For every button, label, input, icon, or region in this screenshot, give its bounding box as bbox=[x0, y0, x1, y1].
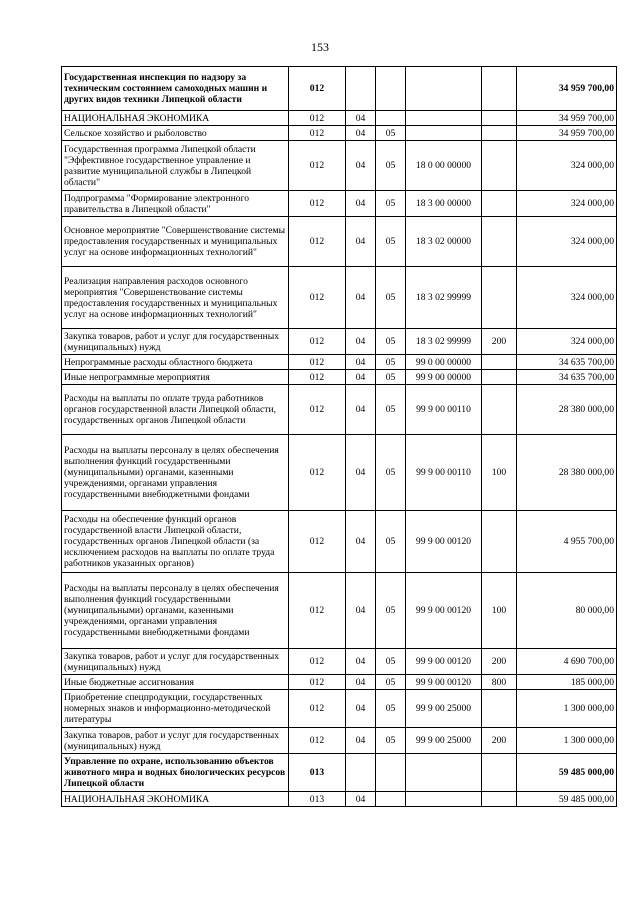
row-target-article bbox=[406, 111, 482, 126]
table-row bbox=[62, 141, 617, 191]
table-body bbox=[62, 67, 617, 807]
row-expense-type: 100 bbox=[482, 435, 517, 511]
row-name: Подпрограмма "Формирование электронного правительства в Липецкой области" bbox=[62, 191, 289, 217]
table-row bbox=[62, 649, 617, 675]
row-name: Иные непрограммные мероприятия bbox=[62, 370, 289, 385]
row-section-code: 04 bbox=[346, 675, 376, 690]
table-row bbox=[62, 675, 617, 690]
table-row bbox=[62, 690, 617, 728]
row-section-code: 04 bbox=[346, 141, 376, 191]
table-row bbox=[62, 754, 617, 792]
row-section-code: 04 bbox=[346, 267, 376, 329]
row-target-article: 18 0 00 00000 bbox=[406, 141, 482, 191]
row-ministry-code: 012 bbox=[289, 690, 346, 728]
row-section-code: 04 bbox=[346, 126, 376, 141]
row-subsection-code: 05 bbox=[376, 126, 406, 141]
row-section-code: 04 bbox=[346, 435, 376, 511]
row-section-code: 04 bbox=[346, 191, 376, 217]
row-name: Закупка товаров, работ и услуг для государственных (муниципальных) нужд bbox=[62, 329, 289, 355]
row-name: Управление по охране, использованию объектов животного мира и водных биологических ресурсов Липецкой области bbox=[62, 754, 289, 792]
row-subsection-code: 05 bbox=[376, 329, 406, 355]
row-name: Государственная инспекция по надзору за техническим состоянием самоходных машин и других видов техники Липецкой области bbox=[62, 67, 289, 111]
row-expense-type bbox=[482, 191, 517, 217]
row-expense-type: 200 bbox=[482, 329, 517, 355]
row-amount: 324 000,00 bbox=[517, 141, 617, 191]
row-ministry-code: 012 bbox=[289, 267, 346, 329]
row-name: Расходы на выплаты по оплате труда работников органов государственной власти Липецкой области, государственных органов Липецкой области bbox=[62, 385, 289, 435]
row-ministry-code: 012 bbox=[289, 649, 346, 675]
row-section-code: 04 bbox=[346, 649, 376, 675]
table-row bbox=[62, 511, 617, 573]
row-target-article: 99 0 00 00000 bbox=[406, 355, 482, 370]
table-row bbox=[62, 126, 617, 141]
row-section-code: 04 bbox=[346, 370, 376, 385]
table-row bbox=[62, 728, 617, 754]
row-ministry-code: 012 bbox=[289, 385, 346, 435]
row-amount: 28 380 000,00 bbox=[517, 435, 617, 511]
row-name: НАЦИОНАЛЬНАЯ ЭКОНОМИКА bbox=[62, 792, 289, 807]
table-row bbox=[62, 67, 617, 111]
row-expense-type bbox=[482, 355, 517, 370]
row-amount: 185 000,00 bbox=[517, 675, 617, 690]
row-amount: 324 000,00 bbox=[517, 267, 617, 329]
row-section-code bbox=[346, 754, 376, 792]
row-ministry-code: 012 bbox=[289, 126, 346, 141]
row-target-article: 99 9 00 00120 bbox=[406, 573, 482, 649]
row-section-code: 04 bbox=[346, 329, 376, 355]
row-name: Закупка товаров, работ и услуг для государственных (муниципальных) нужд bbox=[62, 728, 289, 754]
table-row bbox=[62, 111, 617, 126]
row-target-article: 18 3 02 00000 bbox=[406, 217, 482, 267]
row-expense-type bbox=[482, 141, 517, 191]
table-row bbox=[62, 573, 617, 649]
row-section-code: 04 bbox=[346, 690, 376, 728]
row-name: Иные бюджетные ассигнования bbox=[62, 675, 289, 690]
row-subsection-code: 05 bbox=[376, 435, 406, 511]
row-target-article: 18 3 02 99999 bbox=[406, 267, 482, 329]
row-target-article: 18 3 02 99999 bbox=[406, 329, 482, 355]
row-expense-type bbox=[482, 111, 517, 126]
row-expense-type: 100 bbox=[482, 573, 517, 649]
row-section-code: 04 bbox=[346, 385, 376, 435]
row-section-code: 04 bbox=[346, 355, 376, 370]
page-number: 153 bbox=[311, 40, 329, 54]
row-name: Закупка товаров, работ и услуг для государственных (муниципальных) нужд bbox=[62, 649, 289, 675]
row-name: Расходы на обеспечение функций органов государственной власти Липецкой области, государственных органов Липецкой области (за исключением расходов на выплаты по оплате труда работников указанных органов) bbox=[62, 511, 289, 573]
row-amount: 80 000,00 bbox=[517, 573, 617, 649]
row-target-article: 99 9 00 00110 bbox=[406, 385, 482, 435]
row-section-code: 04 bbox=[346, 728, 376, 754]
row-ministry-code: 012 bbox=[289, 511, 346, 573]
row-subsection-code: 05 bbox=[376, 675, 406, 690]
row-ministry-code: 012 bbox=[289, 728, 346, 754]
row-amount: 28 380 000,00 bbox=[517, 385, 617, 435]
row-subsection-code: 05 bbox=[376, 728, 406, 754]
row-target-article: 99 9 00 00120 bbox=[406, 675, 482, 690]
row-subsection-code: 05 bbox=[376, 191, 406, 217]
row-target-article bbox=[406, 67, 482, 111]
row-expense-type bbox=[482, 792, 517, 807]
row-subsection-code: 05 bbox=[376, 690, 406, 728]
row-name: Непрограммные расходы областного бюджета bbox=[62, 355, 289, 370]
row-amount: 59 485 000,00 bbox=[517, 792, 617, 807]
row-expense-type bbox=[482, 385, 517, 435]
row-expense-type bbox=[482, 126, 517, 141]
row-subsection-code: 05 bbox=[376, 355, 406, 370]
row-ministry-code: 012 bbox=[289, 370, 346, 385]
row-ministry-code: 012 bbox=[289, 67, 346, 111]
row-amount: 4 690 700,00 bbox=[517, 649, 617, 675]
table-row bbox=[62, 355, 617, 370]
table-row bbox=[62, 792, 617, 807]
row-amount: 34 959 700,00 bbox=[517, 126, 617, 141]
row-ministry-code: 012 bbox=[289, 191, 346, 217]
row-amount: 324 000,00 bbox=[517, 191, 617, 217]
row-section-code bbox=[346, 67, 376, 111]
row-expense-type bbox=[482, 217, 517, 267]
table-row bbox=[62, 267, 617, 329]
row-target-article: 99 9 00 25000 bbox=[406, 690, 482, 728]
table-row bbox=[62, 385, 617, 435]
row-target-article: 99 9 00 25000 bbox=[406, 728, 482, 754]
row-subsection-code bbox=[376, 792, 406, 807]
row-expense-type: 200 bbox=[482, 728, 517, 754]
row-expense-type: 200 bbox=[482, 649, 517, 675]
row-name: Сельское хозяйство и рыболовство bbox=[62, 126, 289, 141]
row-amount: 1 300 000,00 bbox=[517, 690, 617, 728]
row-name: Государственная программа Липецкой области "Эффективное государственное управление и развитие муниципальной службы в Липецкой области" bbox=[62, 141, 289, 191]
row-subsection-code: 05 bbox=[376, 370, 406, 385]
table-row bbox=[62, 191, 617, 217]
row-amount: 34 959 700,00 bbox=[517, 67, 617, 111]
row-subsection-code: 05 bbox=[376, 649, 406, 675]
table-row bbox=[62, 435, 617, 511]
row-ministry-code: 013 bbox=[289, 792, 346, 807]
row-subsection-code bbox=[376, 67, 406, 111]
row-section-code: 04 bbox=[346, 217, 376, 267]
row-section-code: 04 bbox=[346, 792, 376, 807]
row-expense-type: 800 bbox=[482, 675, 517, 690]
table-row bbox=[62, 217, 617, 267]
row-subsection-code: 05 bbox=[376, 573, 406, 649]
row-target-article: 99 9 00 00120 bbox=[406, 511, 482, 573]
row-amount: 34 635 700,00 bbox=[517, 355, 617, 370]
row-name: Приобретение спецпродукции, государственных номерных знаков и информационно-методической литературы bbox=[62, 690, 289, 728]
row-ministry-code: 012 bbox=[289, 355, 346, 370]
row-subsection-code bbox=[376, 111, 406, 126]
row-subsection-code: 05 bbox=[376, 385, 406, 435]
row-amount: 1 300 000,00 bbox=[517, 728, 617, 754]
row-expense-type bbox=[482, 754, 517, 792]
budget-table bbox=[61, 66, 617, 807]
row-name: НАЦИОНАЛЬНАЯ ЭКОНОМИКА bbox=[62, 111, 289, 126]
table-row bbox=[62, 370, 617, 385]
row-target-article: 99 9 00 00120 bbox=[406, 649, 482, 675]
row-ministry-code: 012 bbox=[289, 675, 346, 690]
row-amount: 59 485 000,00 bbox=[517, 754, 617, 792]
row-name: Реализация направления расходов основного мероприятия "Совершенствование системы предоставления государственных и муниципальных услуг на основе информационных технологий" bbox=[62, 267, 289, 329]
row-name: Основное мероприятие "Совершенствование системы предоставления государственных и муниципальных услуг на основе информационных технологий" bbox=[62, 217, 289, 267]
row-subsection-code: 05 bbox=[376, 267, 406, 329]
row-expense-type bbox=[482, 511, 517, 573]
row-expense-type bbox=[482, 370, 517, 385]
row-ministry-code: 012 bbox=[289, 329, 346, 355]
row-name: Расходы на выплаты персоналу в целях обеспечения выполнения функций государственными (муниципальными) органами, казенными учреждениями, органами управления государственными внебюджетными фондами bbox=[62, 573, 289, 649]
row-target-article bbox=[406, 792, 482, 807]
table-row bbox=[62, 329, 617, 355]
row-section-code: 04 bbox=[346, 511, 376, 573]
row-ministry-code: 012 bbox=[289, 141, 346, 191]
row-ministry-code: 012 bbox=[289, 435, 346, 511]
row-name: Расходы на выплаты персоналу в целях обеспечения выполнения функций государственными (муниципальными) органами, казенными учреждениями, органами управления государственными внебюджетными фондами bbox=[62, 435, 289, 511]
row-amount: 34 635 700,00 bbox=[517, 370, 617, 385]
row-target-article bbox=[406, 126, 482, 141]
row-target-article: 18 3 00 00000 bbox=[406, 191, 482, 217]
row-amount: 4 955 700,00 bbox=[517, 511, 617, 573]
row-subsection-code: 05 bbox=[376, 141, 406, 191]
row-ministry-code: 012 bbox=[289, 111, 346, 126]
row-subsection-code bbox=[376, 754, 406, 792]
row-target-article: 99 9 00 00000 bbox=[406, 370, 482, 385]
row-ministry-code: 012 bbox=[289, 573, 346, 649]
row-section-code: 04 bbox=[346, 111, 376, 126]
row-amount: 34 959 700,00 bbox=[517, 111, 617, 126]
row-section-code: 04 bbox=[346, 573, 376, 649]
row-expense-type bbox=[482, 267, 517, 329]
row-target-article: 99 9 00 00110 bbox=[406, 435, 482, 511]
row-expense-type bbox=[482, 67, 517, 111]
row-ministry-code: 013 bbox=[289, 754, 346, 792]
row-ministry-code: 012 bbox=[289, 217, 346, 267]
row-expense-type bbox=[482, 690, 517, 728]
row-amount: 324 000,00 bbox=[517, 329, 617, 355]
row-subsection-code: 05 bbox=[376, 511, 406, 573]
row-target-article bbox=[406, 754, 482, 792]
row-subsection-code: 05 bbox=[376, 217, 406, 267]
row-amount: 324 000,00 bbox=[517, 217, 617, 267]
